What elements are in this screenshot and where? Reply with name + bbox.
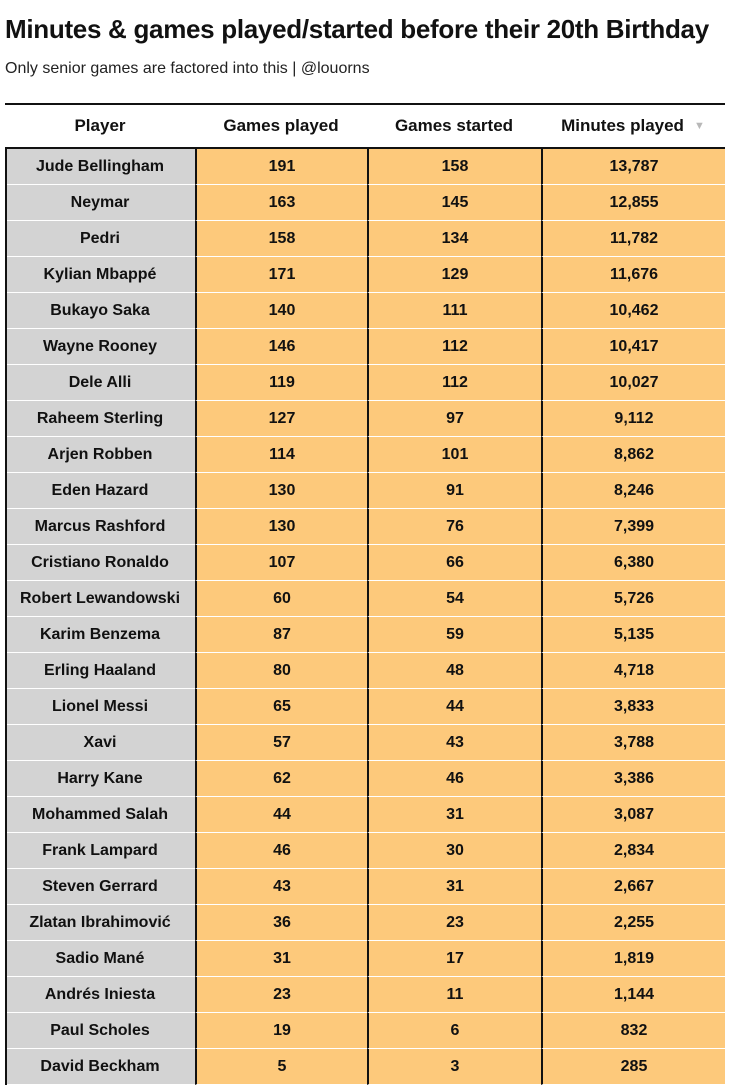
minutes-played-cell: 9,112	[541, 401, 725, 437]
player-cell: Eden Hazard	[5, 473, 195, 509]
games-started-cell: 30	[367, 833, 541, 869]
player-cell: Andrés Iniesta	[5, 977, 195, 1013]
games-started-cell: 158	[367, 149, 541, 185]
games-started-cell: 111	[367, 293, 541, 329]
games-started-cell: 112	[367, 365, 541, 401]
minutes-played-cell: 832	[541, 1013, 725, 1049]
games-played-cell: 43	[195, 869, 367, 905]
table-row	[5, 149, 725, 185]
table-row	[5, 905, 725, 941]
table-row	[5, 185, 725, 221]
games-played-cell: 19	[195, 1013, 367, 1049]
player-cell: Marcus Rashford	[5, 509, 195, 545]
games-played-cell: 114	[195, 437, 367, 473]
minutes-played-cell: 5,726	[541, 581, 725, 617]
player-cell: Wayne Rooney	[5, 329, 195, 365]
games-started-cell: 46	[367, 761, 541, 797]
table-row	[5, 509, 725, 545]
minutes-played-cell: 11,676	[541, 257, 725, 293]
table-row	[5, 977, 725, 1013]
player-cell: Pedri	[5, 221, 195, 257]
minutes-played-cell: 285	[541, 1049, 725, 1085]
table-row	[5, 1049, 725, 1085]
table-row	[5, 221, 725, 257]
minutes-played-cell: 3,386	[541, 761, 725, 797]
games-started-cell: 54	[367, 581, 541, 617]
games-started-cell: 145	[367, 185, 541, 221]
table-row	[5, 617, 725, 653]
column-header-player[interactable]	[5, 116, 195, 136]
table-row	[5, 869, 725, 905]
column-header-games-started[interactable]	[367, 116, 541, 136]
table-row	[5, 797, 725, 833]
games-started-cell: 101	[367, 437, 541, 473]
games-started-cell: 31	[367, 869, 541, 905]
minutes-played-cell: 1,819	[541, 941, 725, 977]
stats-table	[5, 103, 725, 1085]
minutes-played-cell: 8,862	[541, 437, 725, 473]
minutes-played-cell: 12,855	[541, 185, 725, 221]
games-played-cell: 127	[195, 401, 367, 437]
games-started-cell: 23	[367, 905, 541, 941]
minutes-played-cell: 4,718	[541, 653, 725, 689]
column-header-games-played-label: Games played	[223, 116, 339, 135]
table-row	[5, 257, 725, 293]
games-started-cell: 6	[367, 1013, 541, 1049]
table-body	[5, 149, 725, 1085]
table-row	[5, 437, 725, 473]
games-played-cell: 87	[195, 617, 367, 653]
player-cell: Raheem Sterling	[5, 401, 195, 437]
minutes-played-cell: 13,787	[541, 149, 725, 185]
table-row	[5, 401, 725, 437]
games-started-cell: 129	[367, 257, 541, 293]
table-row	[5, 293, 725, 329]
player-cell: David Beckham	[5, 1049, 195, 1085]
player-cell: Robert Lewandowski	[5, 581, 195, 617]
games-played-cell: 44	[195, 797, 367, 833]
games-played-cell: 107	[195, 545, 367, 581]
games-started-cell: 43	[367, 725, 541, 761]
sort-descending-icon[interactable]: ▼	[693, 120, 705, 132]
table-row	[5, 689, 725, 725]
table-row	[5, 941, 725, 977]
games-started-cell: 44	[367, 689, 541, 725]
games-played-cell: 146	[195, 329, 367, 365]
minutes-played-cell: 8,246	[541, 473, 725, 509]
player-cell: Jude Bellingham	[5, 149, 195, 185]
games-played-cell: 163	[195, 185, 367, 221]
player-cell: Mohammed Salah	[5, 797, 195, 833]
games-played-cell: 65	[195, 689, 367, 725]
player-cell: Lionel Messi	[5, 689, 195, 725]
table-left-rule	[5, 149, 7, 1085]
player-cell: Erling Haaland	[5, 653, 195, 689]
minutes-played-cell: 2,255	[541, 905, 725, 941]
player-cell: Xavi	[5, 725, 195, 761]
table-header-row	[5, 105, 725, 147]
chart-subtitle: Only senior games are factored into this | @louorns	[5, 60, 370, 77]
games-started-cell: 31	[367, 797, 541, 833]
games-started-cell: 11	[367, 977, 541, 1013]
games-played-cell: 158	[195, 221, 367, 257]
column-header-player-label: Player	[74, 116, 126, 135]
column-header-games-started-label: Games started	[394, 116, 514, 135]
minutes-played-cell: 10,417	[541, 329, 725, 365]
chart-title: Minutes & games played/started before their 20th Birthday	[5, 14, 709, 44]
minutes-played-cell: 10,462	[541, 293, 725, 329]
player-cell: Arjen Robben	[5, 437, 195, 473]
minutes-played-cell: 2,667	[541, 869, 725, 905]
table-row	[5, 545, 725, 581]
games-played-cell: 130	[195, 509, 367, 545]
player-cell: Kylian Mbappé	[5, 257, 195, 293]
games-played-cell: 36	[195, 905, 367, 941]
games-started-cell: 134	[367, 221, 541, 257]
games-played-cell: 119	[195, 365, 367, 401]
minutes-played-cell: 5,135	[541, 617, 725, 653]
minutes-played-cell: 11,782	[541, 221, 725, 257]
table-row	[5, 329, 725, 365]
minutes-played-cell: 7,399	[541, 509, 725, 545]
minutes-played-cell: 6,380	[541, 545, 725, 581]
table-row	[5, 1013, 725, 1049]
player-cell: Sadio Mané	[5, 941, 195, 977]
table-row	[5, 581, 725, 617]
games-played-cell: 80	[195, 653, 367, 689]
games-started-cell: 17	[367, 941, 541, 977]
player-cell: Zlatan Ibrahimović	[5, 905, 195, 941]
player-cell: Frank Lampard	[5, 833, 195, 869]
games-played-cell: 57	[195, 725, 367, 761]
minutes-played-cell: 10,027	[541, 365, 725, 401]
games-started-cell: 97	[367, 401, 541, 437]
games-started-cell: 48	[367, 653, 541, 689]
minutes-played-cell: 1,144	[541, 977, 725, 1013]
player-cell: Cristiano Ronaldo	[5, 545, 195, 581]
games-played-cell: 5	[195, 1049, 367, 1085]
games-played-cell: 171	[195, 257, 367, 293]
table-row	[5, 365, 725, 401]
games-played-cell: 62	[195, 761, 367, 797]
minutes-played-cell: 2,834	[541, 833, 725, 869]
player-cell: Harry Kane	[5, 761, 195, 797]
games-played-cell: 191	[195, 149, 367, 185]
table-row	[5, 833, 725, 869]
player-cell: Paul Scholes	[5, 1013, 195, 1049]
games-started-cell: 112	[367, 329, 541, 365]
games-started-cell: 76	[367, 509, 541, 545]
games-started-cell: 59	[367, 617, 541, 653]
player-cell: Steven Gerrard	[5, 869, 195, 905]
table-row	[5, 725, 725, 761]
games-played-cell: 46	[195, 833, 367, 869]
games-played-cell: 140	[195, 293, 367, 329]
minutes-played-cell: 3,087	[541, 797, 725, 833]
player-cell: Neymar	[5, 185, 195, 221]
games-started-cell: 66	[367, 545, 541, 581]
player-cell: Karim Benzema	[5, 617, 195, 653]
table-row	[5, 653, 725, 689]
player-cell: Dele Alli	[5, 365, 195, 401]
minutes-played-cell: 3,833	[541, 689, 725, 725]
games-played-cell: 60	[195, 581, 367, 617]
player-cell: Bukayo Saka	[5, 293, 195, 329]
column-header-games-played[interactable]	[195, 116, 367, 136]
table-row	[5, 473, 725, 509]
minutes-played-cell: 3,788	[541, 725, 725, 761]
games-started-cell: 3	[367, 1049, 541, 1085]
games-played-cell: 130	[195, 473, 367, 509]
column-header-minutes-played-label: Minutes played	[561, 116, 684, 135]
games-played-cell: 23	[195, 977, 367, 1013]
column-header-minutes-played[interactable]	[541, 116, 725, 136]
games-started-cell: 91	[367, 473, 541, 509]
games-played-cell: 31	[195, 941, 367, 977]
table-row	[5, 761, 725, 797]
